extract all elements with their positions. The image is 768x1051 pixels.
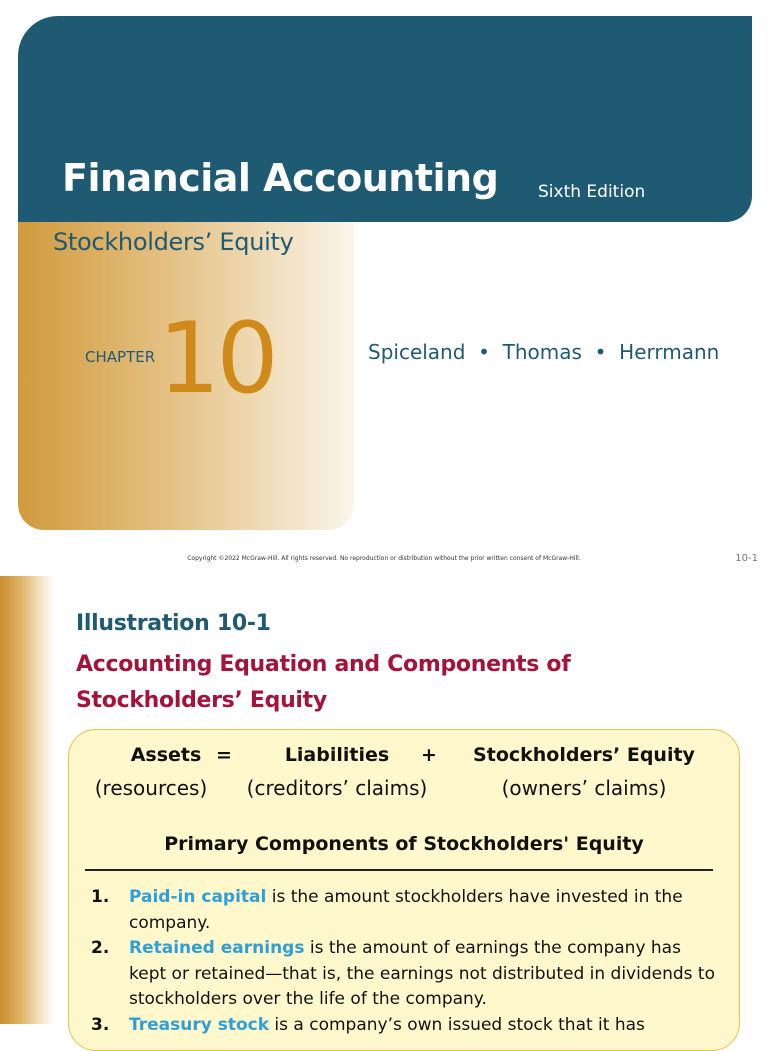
term-treasury-stock: Treasury stock bbox=[129, 1014, 270, 1035]
equation-liabilities: Liabilities bbox=[284, 744, 390, 766]
item-number: 1. bbox=[91, 887, 110, 907]
title-banner bbox=[18, 16, 752, 222]
chapter-subtitle: Stockholders’ Equity bbox=[53, 228, 294, 256]
chapter-label: CHAPTER bbox=[85, 348, 156, 366]
list-item bbox=[89, 936, 719, 1013]
components-list bbox=[89, 885, 719, 1038]
equation-description-row bbox=[69, 776, 739, 802]
illustration-title-line-1: Accounting Equation and Components of bbox=[76, 652, 571, 677]
chapter-panel bbox=[18, 222, 354, 530]
item-text: is the amount of earnings the company has kept or retained—that is, the earnings not distributed in dividends to stockholders over the life of the company. bbox=[129, 938, 715, 1009]
book-title: Financial Accounting bbox=[62, 156, 499, 200]
item-text: is the amount stockholders have invested in the company. bbox=[129, 887, 683, 933]
equation-equals: = bbox=[216, 744, 232, 766]
item-number: 3. bbox=[91, 1014, 110, 1035]
edition-label: Sixth Edition bbox=[538, 182, 646, 202]
illustration-title bbox=[76, 647, 571, 719]
authors: Spiceland • Thomas • Herrmann bbox=[368, 340, 720, 364]
illustration-label: Illustration 10-1 bbox=[76, 611, 271, 636]
assets-description: (resources) bbox=[94, 776, 208, 800]
slide-number: 10-1 bbox=[735, 553, 758, 564]
list-item bbox=[89, 1013, 719, 1039]
list-item bbox=[89, 885, 719, 936]
equation-plus: + bbox=[421, 744, 437, 766]
components-heading: Primary Components of Stockholders' Equity bbox=[164, 833, 644, 855]
item-text: is a company’s own issued stock that it has bbox=[269, 1014, 645, 1035]
equation-box bbox=[68, 729, 740, 1051]
decorative-side-bar bbox=[0, 576, 55, 1024]
term-retained-earnings: Retained earnings bbox=[129, 938, 305, 958]
illustration-slide bbox=[0, 576, 768, 1035]
equation-equity: Stockholders’ Equity bbox=[473, 744, 695, 766]
equity-description: (owners’ claims) bbox=[501, 776, 667, 800]
illustration-title-line-2: Stockholders’ Equity bbox=[76, 688, 327, 713]
equation-assets: Assets bbox=[130, 744, 202, 766]
chapter-number: 10 bbox=[158, 302, 275, 416]
liabilities-description: (creditors’ claims) bbox=[246, 776, 428, 800]
equation-row bbox=[69, 744, 739, 770]
term-paid-in-capital: Paid-in capital bbox=[129, 887, 267, 907]
copyright-notice: Copyright ©2022 McGraw-Hill. All rights reserved. No reproduction or distribution without the prior written consent of McGraw-Hill. bbox=[187, 555, 581, 562]
item-number: 2. bbox=[91, 938, 110, 958]
heading-divider bbox=[85, 869, 713, 871]
